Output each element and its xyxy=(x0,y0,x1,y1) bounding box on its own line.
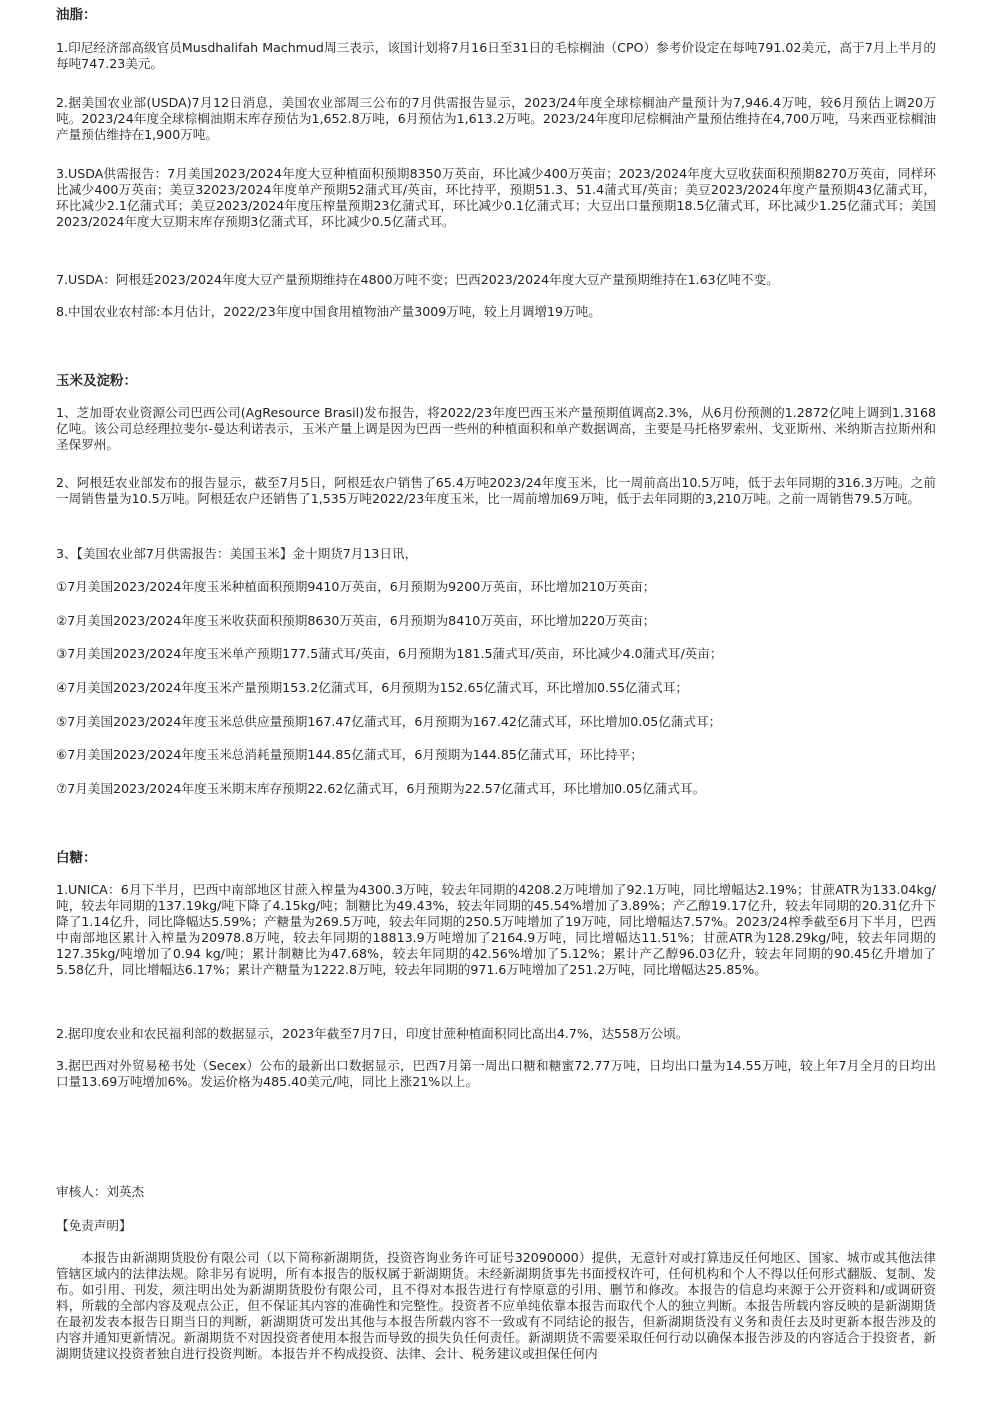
sugar-item-1: 1.UNICA：6月下半月，巴西中南部地区甘蔗入榨量为4300.3万吨，较去年同期的4208.2万吨增加了92.1万吨，同比增幅达2.19%；甘蔗ATR为133.04kg/吨，较去年同期的137.19kg/吨下降了4.15kg/吨；制糖比为49.43%，较去年同期的45.54%增加了3.89%；产乙醇19.17亿升，较去年同期的20.31亿升下降了1.14亿升，同比降幅达5.59%；产糖量为269.5万吨，较去年同期的250.5万吨增加了19万吨，同比增幅达7.57%。2023/24榨季截至6月下半月，巴西中南部地区累计入榨量为20978.8万吨，较去年同期的18813.9万吨增加了2164.9万吨，同比增幅达11.51%；甘蔗ATR为128.29kg/吨，较去年同期的127.35kg/吨增加了0.94 kg/吨；累计制糖比为47.68%，较去年同期的42.56%增加了5.12%；累计产乙醇96.03亿升，较去年同期的90.45亿升增加了5.58亿升，同比增幅达6.17%；累计产糖量为1222.8万吨，较去年同期的971.6万吨增加了251.2万吨，同比增幅达25.85%。 xyxy=(56,882,936,977)
oils-item-8: 8.中国农业农村部:本月估计，2022/23年度中国食用植物油产量3009万吨，较上月调增19万吨。 xyxy=(56,304,601,319)
oils-item-1: 1.印尼经济部高级官员Musdhalifah Machmud周三表示，该国计划将7月16日至31日的毛棕榈油（CPO）参考价设定在每吨791.02美元，高于7月上半月的每吨747.23美元。 xyxy=(56,40,936,71)
oils-item-3: 3.USDA供需报告：7月美国2023/2024年度大豆种植面积预期8350万英亩，环比减少400万英亩；2023/2024年度大豆收获面积预期8270万英亩，同样环比减少400万英亩；美豆32023/2024年度单产预期52蒲式耳/英亩，环比持平，预期51.3、51.4蒲式耳/英亩；美豆2023/2024年度产量预期43亿蒲式耳，环比减少2.1亿蒲式耳；美豆2023/2024年度压榨量预期23亿蒲式耳，环比减少0.1亿蒲式耳；大豆出口量预期18.5亿蒲式耳，环比减少1.25亿蒲式耳；美国2023/2024年度大豆期末库存预期3亿蒲式耳，环比减少0.5亿蒲式耳。 xyxy=(56,166,936,229)
sugar-item-2: 2.据印度农业和农民福利部的数据显示，2023年截至7月7日，印度甘蔗种植面积同比高出4.7%，达558万公顷。 xyxy=(56,1026,689,1041)
disclaimer-title: 【免责声明】 xyxy=(56,1218,132,1233)
corn-usda-line-3: ③7月美国2023/2024年度玉米单产预期177.5蒲式耳/英亩，6月预期为181.5蒲式耳/英亩，环比减少4.0蒲式耳/英亩； xyxy=(56,646,723,661)
corn-usda-line-5: ⑤7月美国2023/2024年度玉米总供应量预期167.47亿蒲式耳，6月预期为167.42亿蒲式耳，环比增加0.05亿蒲式耳； xyxy=(56,714,722,729)
section-heading-oils: 油脂： xyxy=(56,7,97,23)
corn-usda-line-6: ⑥7月美国2023/2024年度玉米总消耗量预期144.85亿蒲式耳，6月预期为144.85亿蒲式耳，环比持平； xyxy=(56,747,643,762)
corn-usda-line-1: ①7月美国2023/2024年度玉米种植面积预期9410万英亩，6月预期为9200万英亩，环比增加210万英亩； xyxy=(56,579,656,594)
section-heading-sugar: 白糖： xyxy=(56,850,97,866)
reviewer: 审核人：刘英杰 xyxy=(56,1184,145,1199)
corn-usda-line-7: ⑦7月美国2023/2024年度玉米期末库存预期22.62亿蒲式耳，6月预期为22.57亿蒲式耳，环比增加0.05亿蒲式耳。 xyxy=(56,781,706,796)
corn-item-3: 3、【美国农业部7月供需报告：美国玉米】金十期货7月13日讯， xyxy=(56,546,418,561)
corn-item-1: 1、芝加哥农业资源公司巴西公司(AgResource Brasil)发布报告，将2022/23年度巴西玉米产量预期值调高2.3%，从6月份预测的1.2872亿吨上调到1.3168亿吨。该公司总经理拉斐尔-曼达利诺表示，玉米产量上调是因为巴西一些州的种植面积和单产数据调高，主要是马托格罗索州、戈亚斯州、米纳斯吉拉斯州和圣保罗州。 xyxy=(56,405,936,452)
disclaimer-body: 本报告由新湖期货股份有限公司（以下简称新湖期货，投资咨询业务许可证号32090000）提供，无意针对或打算违反任何地区、国家、城市或其他法律管辖区域内的法律法规。除非另有说明，所有本报告的版权属于新湖期货。未经新湖期货事先书面授权许可，任何机构和个人不得以任何形式翻版、复制、发布。如引用、刊发，须注明出处为新湖期货股份有限公司，且不得对本报告进行有悖原意的引用、删节和修改。本报告的信息均来源于公开资料和/或调研资料，所载的全部内容及观点公正，但不保证其内容的准确性和完整性。投资者不应单纯依靠本报告而取代个人的独立判断。本报告所载内容反映的是新湖期货在最初发表本报告日期当日的判断，新湖期货可发出其他与本报告所载内容不一致或有不同结论的报告，但新湖期货没有义务和责任去及时更新本报告涉及的内容并通知更新情况。新湖期货不对因投资者使用本报告而导致的损失负任何责任。新湖期货不需要采取任何行动以确保本报告涉及的内容适合于投资者，新湖期货建议投资者独自进行投资判断。本报告并不构成投资、法律、会计、税务建议或担保任何内 xyxy=(56,1250,936,1361)
oils-item-2: 2.据美国农业部(USDA)7月12日消息，美国农业部周三公布的7月供需报告显示，2023/24年度全球棕榈油产量预计为7,946.4万吨，较6月预估上调20万吨。2023/24年度全球棕榈油期末库存预估为1,652.8万吨，6月预估为1,613.2万吨。2023/24年度印尼棕榈油产量预估维持在4,700万吨，马来西亚棕榈油产量预估维持在1,900万吨。 xyxy=(56,95,936,142)
corn-usda-line-4: ④7月美国2023/2024年度玉米产量预期153.2亿蒲式耳，6月预期为152.65亿蒲式耳，环比增加0.55亿蒲式耳； xyxy=(56,680,689,695)
sugar-item-3: 3.据巴西对外贸易秘书处（Secex）公布的最新出口数据显示，巴西7月第一周出口糖和糖蜜72.77万吨，日均出口量为14.55万吨，较上年7月全月的日均出口量13.69万吨增加6%。发运价格为485.40美元/吨，同比上涨21%以上。 xyxy=(56,1058,936,1089)
corn-usda-line-2: ②7月美国2023/2024年度玉米收获面积预期8630万英亩，6月预期为8410万英亩，环比增加220万英亩； xyxy=(56,613,656,628)
corn-item-2: 2、阿根廷农业部发布的报告显示，截至7月5日，阿根廷农户销售了65.4万吨2023/24年度玉米，比一周前高出10.5万吨，低于去年同期的316.3万吨。之前一周销售量为10.5万吨。阿根廷农户还销售了1,535万吨2022/23年度玉米，比一周前增加69万吨，低于去年同期的3,210万吨。之前一周销售79.5万吨。 xyxy=(56,475,936,506)
section-heading-corn: 玉米及淀粉： xyxy=(56,373,137,389)
oils-item-7: 7.USDA：阿根廷2023/2024年度大豆产量预期维持在4800万吨不变；巴西2023/2024年度大豆产量预期维持在1.63亿吨不变。 xyxy=(56,272,779,287)
